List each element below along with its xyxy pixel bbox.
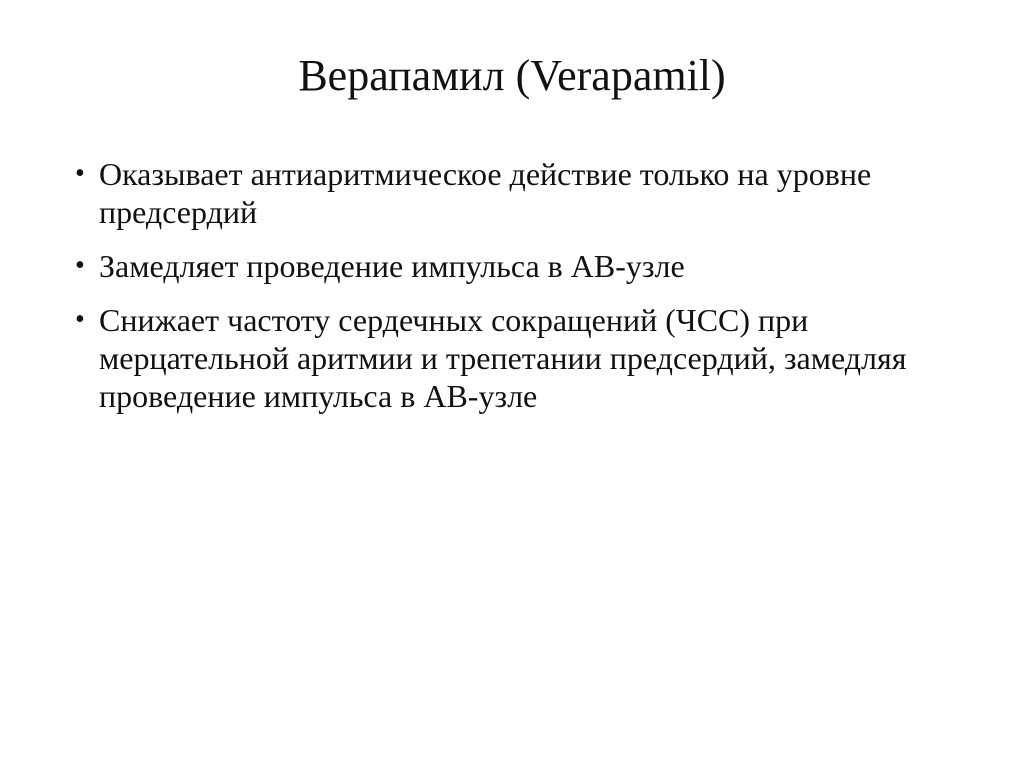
bullet-text: Замедляет проведение импульса в АВ-узле: [99, 248, 685, 284]
bullet-list: [72, 155, 952, 431]
bullet-icon: •: [75, 304, 85, 335]
slide-title: Верапамил (Verapamil): [298, 51, 726, 100]
bullet-icon: •: [75, 250, 85, 281]
bullet-text: Снижает частоту сердечных сокращений (ЧСС) при мерцательной аритмии и трепетании предсердий, замедляя проведение импульса в АВ-узле: [99, 302, 907, 414]
bullet-icon: •: [75, 158, 85, 189]
bullet-item-2: [72, 247, 952, 285]
bullet-item-1: [72, 155, 952, 231]
bullet-item-3: [72, 301, 952, 415]
bullet-text: Оказывает антиаритмическое действие только на уровне предсердий: [99, 156, 872, 230]
